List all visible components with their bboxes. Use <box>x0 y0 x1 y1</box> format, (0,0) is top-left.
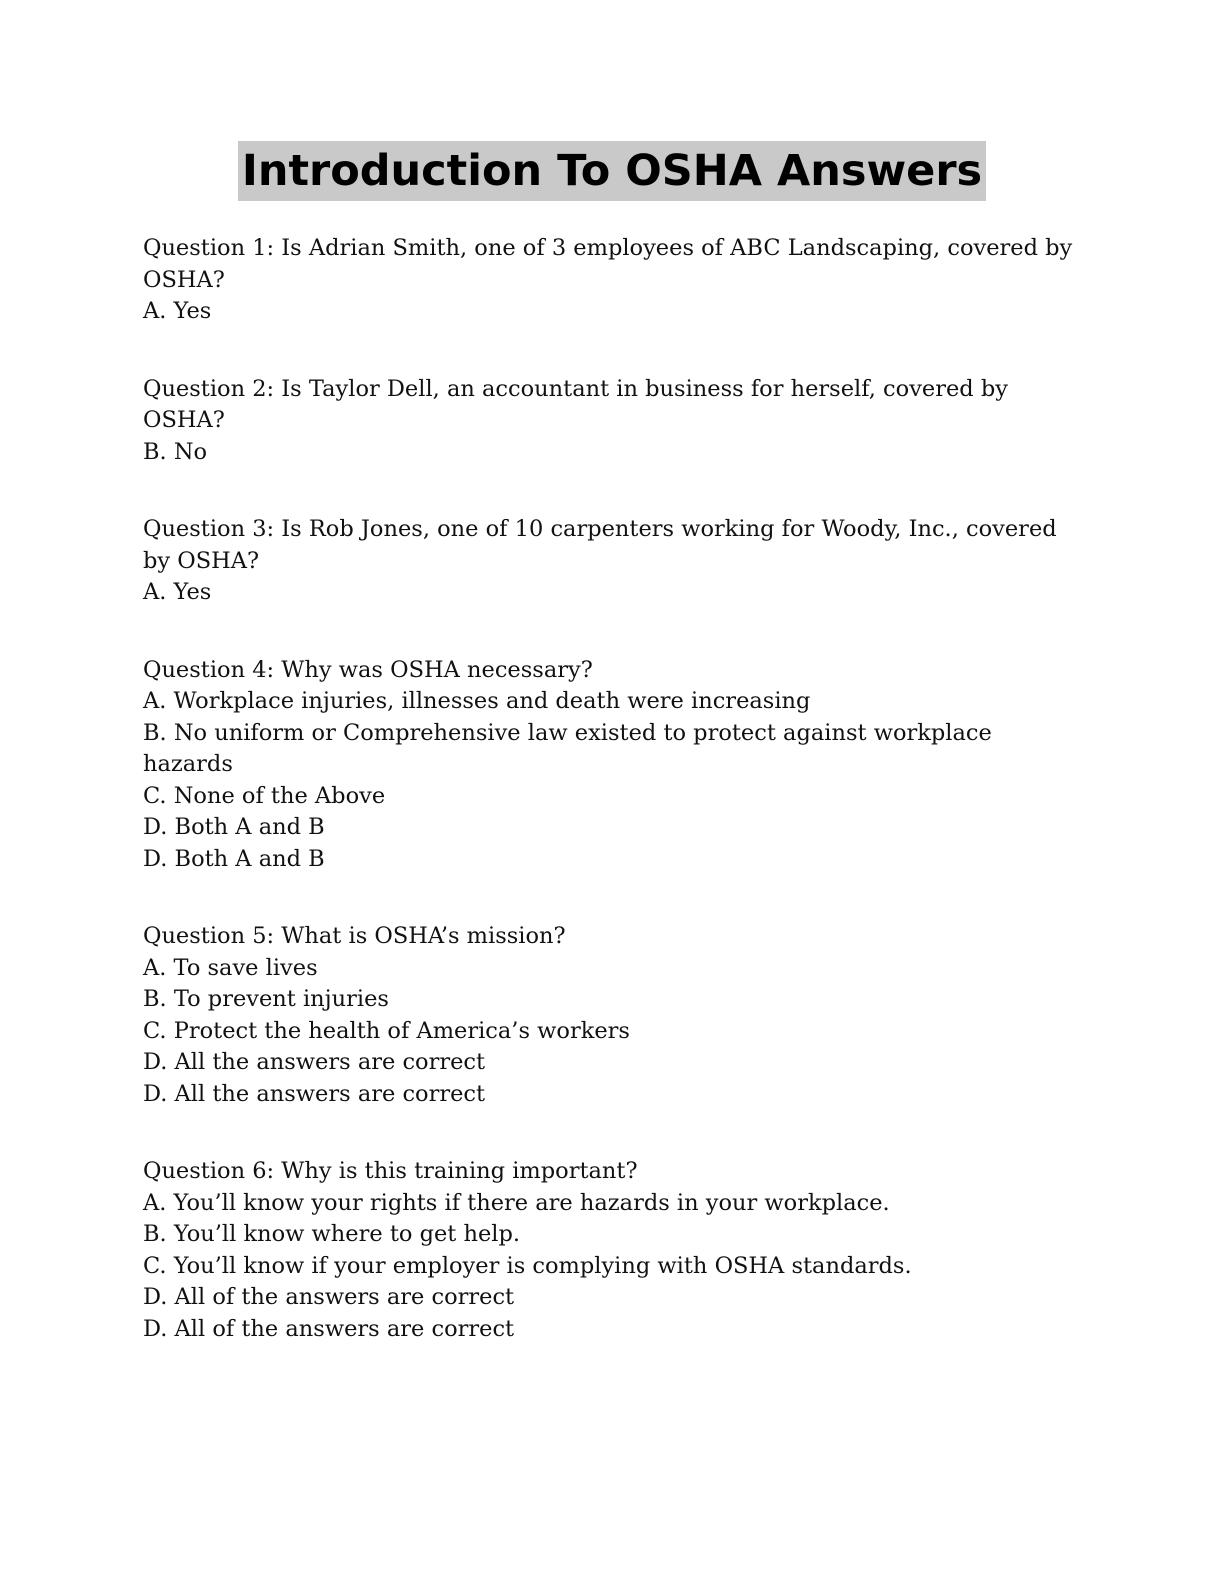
question-6-option-d: D. All of the answers are correct <box>143 1284 515 1310</box>
question-5-option-a: A. To save lives <box>143 954 318 981</box>
question-block-5 <box>143 921 1073 1110</box>
question-3-answer: A. Yes <box>143 579 212 605</box>
questions-list <box>143 233 1073 1391</box>
question-4-option-d: D. Both A and B <box>143 814 325 840</box>
question-block-2 <box>143 374 1073 469</box>
question-5-option-d: D. All the answers are correct <box>143 1049 486 1075</box>
question-5-option-c: C. Protect the health of America’s workers <box>143 1017 630 1044</box>
question-2-text: Question 2: Is Taylor Dell, an accountant in business for herself, covered by <box>143 375 1008 402</box>
question-6-answer: D. All of the answers are correct <box>143 1315 515 1342</box>
question-4-text: Question 4: Why was OSHA necessary? <box>143 656 593 683</box>
title-container <box>0 141 1224 201</box>
question-6-option-a: A. You’ll know your rights if there are hazards in your workplace. <box>143 1189 890 1216</box>
question-4-option-c: C. None of the Above <box>143 782 386 809</box>
question-4-option-a: A. Workplace injuries, illnesses and death were increasing <box>143 688 811 714</box>
question-6-option-c: C. You’ll know if your employer is complying with OSHA standards. <box>143 1252 912 1279</box>
question-2-text-cont: OSHA? <box>143 407 225 433</box>
question-2-answer: B. No <box>143 438 208 465</box>
question-4-option-b: B. No uniform or Comprehensive law existed to protect against workplace <box>143 719 992 746</box>
question-5-answer: D. All the answers are correct <box>143 1080 486 1107</box>
question-5-text: Question 5: What is OSHA’s mission? <box>143 923 566 949</box>
question-1-text: Question 1: Is Adrian Smith, one of 3 employees of ABC Landscaping, covered by <box>143 235 1073 261</box>
question-1-answer: A. Yes <box>143 298 212 324</box>
question-4-option-b-cont: hazards <box>143 751 233 777</box>
question-block-6 <box>143 1156 1073 1345</box>
question-1-text-cont: OSHA? <box>143 266 225 293</box>
question-3-text-cont: by OSHA? <box>143 547 260 574</box>
question-3-text: Question 3: Is Rob Jones, one of 10 carpenters working for Woody, Inc., covered <box>143 516 1057 542</box>
question-block-1 <box>143 233 1073 328</box>
question-5-option-b: B. To prevent injuries <box>143 986 389 1012</box>
question-6-text: Question 6: Why is this training important? <box>143 1158 638 1184</box>
question-block-3 <box>143 514 1073 609</box>
question-4-answer: D. Both A and B <box>143 845 325 872</box>
question-block-4 <box>143 655 1073 876</box>
page-title: Introduction To OSHA Answers <box>238 141 986 201</box>
question-6-option-b: B. You’ll know where to get help. <box>143 1221 521 1247</box>
